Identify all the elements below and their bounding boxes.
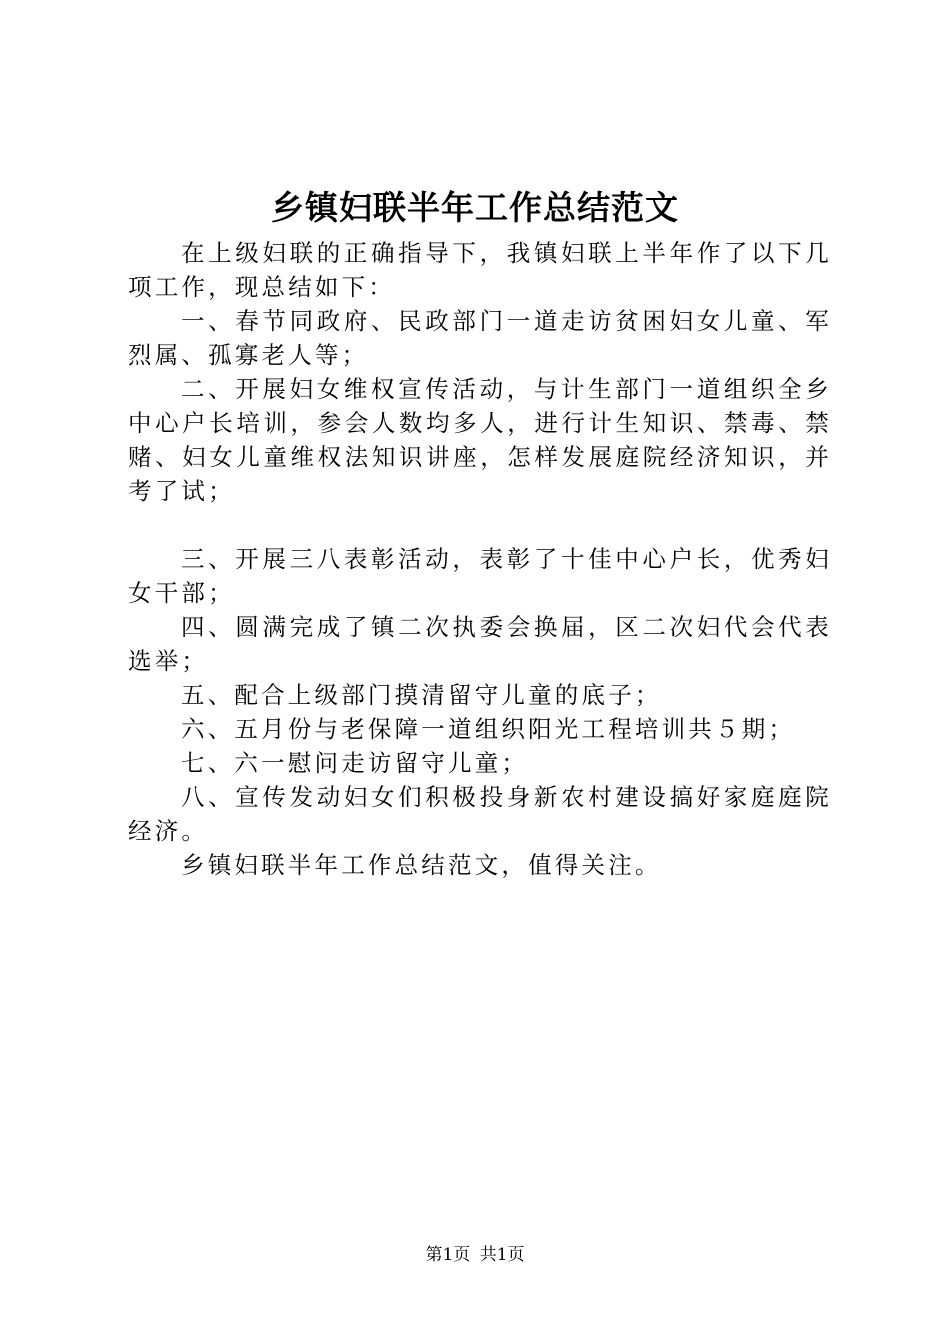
paragraph-intro: 在上级妇联的正确指导下，我镇妇联上半年作了以下几项工作，现总结如下：: [128, 239, 832, 301]
paragraph-item-5: 五、配合上级部门摸清留守儿童的底子；: [181, 681, 662, 709]
paragraph-item-4: 四、圆满完成了镇二次执委会换届，区二次妇代会代表选举；: [128, 613, 832, 675]
paragraph-item-6: 六、五月份与老保障一道组织阳光工程培训共５期；: [181, 715, 796, 743]
document-title: 乡镇妇联半年工作总结范文: [271, 188, 679, 227]
page-footer: [0, 1243, 950, 1267]
page-number-total: 共1页: [479, 1245, 525, 1265]
paragraph-item-7: 七、六一慰问走访留守儿童；: [181, 749, 529, 777]
page-number-current: 第1页: [425, 1245, 471, 1265]
paragraph-item-8: 八、宣传发动妇女们积极投身新农村建设搞好家庭庭院经济。: [128, 783, 832, 845]
paragraph-closing: 乡镇妇联半年工作总结范文，值得关注。: [181, 851, 662, 879]
paragraph-item-3: 三、开展三八表彰活动，表彰了十佳中心户长，优秀妇女干部；: [128, 545, 832, 607]
paragraph-item-1: 一、春节同政府、民政部门一道走访贫困妇女儿童、军烈属、孤寡老人等；: [128, 307, 832, 369]
paragraph-item-2: 二、开展妇女维权宣传活动，与计生部门一道组织全乡中心户长培训，参会人数均多人，进行计生知识、禁毒、禁赌、妇女儿童维权法知识讲座，怎样发展庭院经济知识，并考了试；: [128, 375, 832, 505]
document-body: [128, 236, 832, 882]
